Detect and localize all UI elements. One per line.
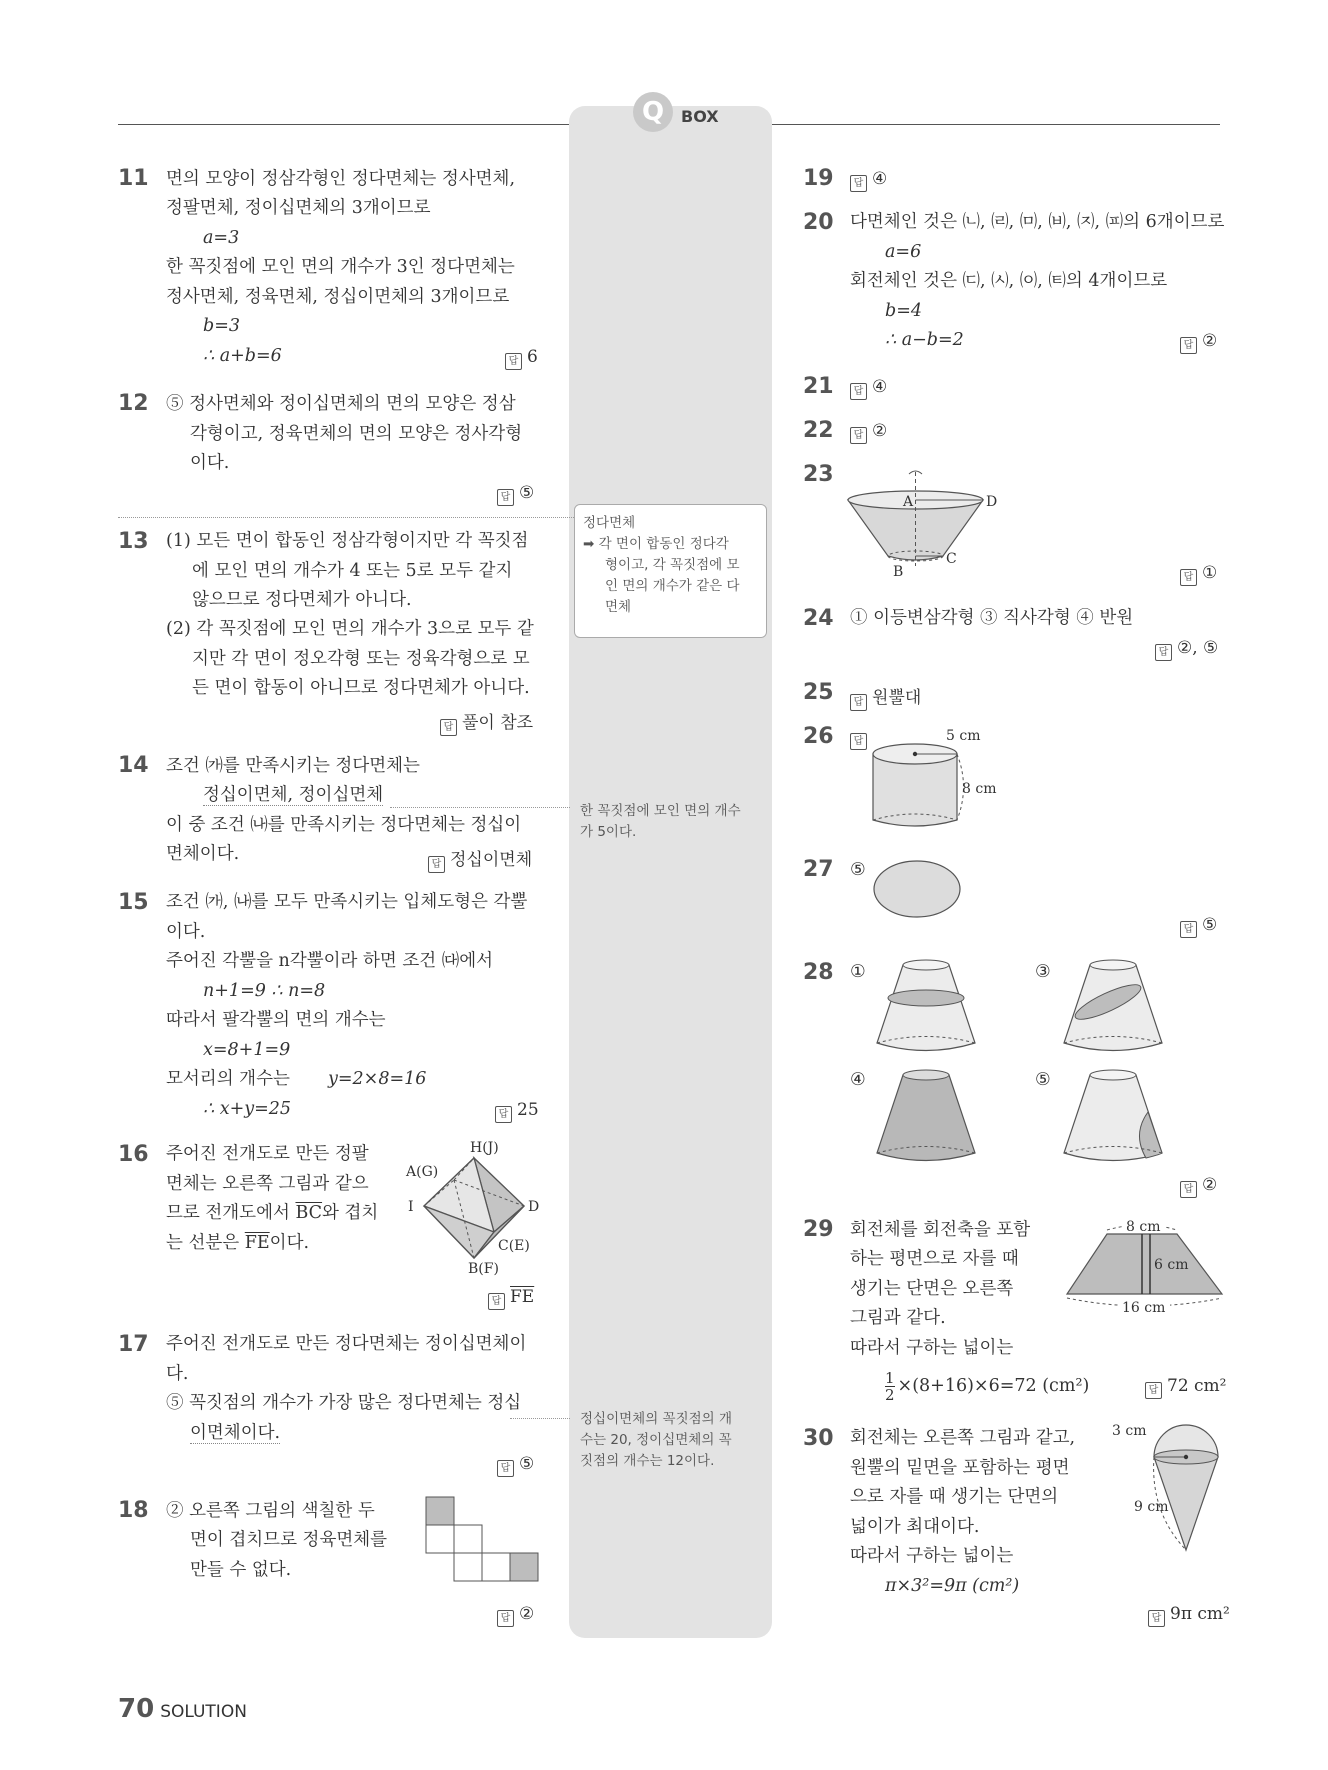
problem-number: 18: [118, 1498, 149, 1523]
q-logo: Q: [633, 92, 673, 132]
answer: 답 ②: [850, 421, 887, 444]
solution-line: 회전체를 회전축을 포함: [850, 1220, 1031, 1240]
solution-line: 면의 모양이 정삼각형인 정다면체는 정사면체,: [166, 169, 516, 189]
solution-line: 생기는 단면은 오른쪽: [850, 1279, 1014, 1299]
solution-line: 원뿔의 밑면을 포함하는 평면: [850, 1458, 1070, 1478]
solution-line: ⑤ 정사면체와 정이십면체의 면의 모양은 정삼: [166, 394, 516, 414]
solution-line: b=3: [203, 316, 240, 336]
answer: 답 72 cm²: [1145, 1376, 1227, 1399]
problem-number: 15: [118, 890, 149, 915]
solution-line: π×3²=9π (cm²): [885, 1576, 1020, 1596]
note-leader: [510, 1418, 570, 1419]
problem-number: 27: [803, 857, 834, 882]
answer: 답 ②: [1180, 331, 1217, 354]
answer-icon: 답: [850, 694, 867, 711]
answer-icon: 답: [1155, 644, 1172, 661]
solution-line: a=3: [203, 228, 240, 248]
dimension-label: 3 cm: [1112, 1423, 1147, 1439]
answer: 답 ②: [1180, 1175, 1217, 1198]
problem-number: 21: [803, 374, 834, 399]
choice-label: ⑤: [1035, 1070, 1051, 1090]
frustum-section-1: [875, 958, 980, 1060]
solution-line: 이다.: [190, 453, 230, 473]
choice-label: ①: [850, 962, 866, 982]
note-line: 면체: [605, 599, 632, 615]
solution-line: 회전체는 오른쪽 그림과 같고,: [850, 1428, 1076, 1448]
note-leader: [118, 517, 574, 518]
answer: 답 ⑤: [497, 483, 534, 506]
solution-line: 한 꼭짓점에 모인 면의 개수가 3인 정다면체는: [166, 257, 515, 277]
dimension-label: 5 cm: [946, 728, 981, 744]
answer-icon: 답: [428, 856, 445, 873]
note-line: ➡ 각 면이 합동인 정다각: [583, 536, 729, 552]
solution-line: 넓이가 최대이다.: [850, 1517, 980, 1537]
solution-line: ∴ a−b=2: [885, 330, 964, 350]
vertex-label: D: [528, 1199, 540, 1215]
dimension-label: 16 cm: [1122, 1300, 1166, 1316]
answer: 답 ④: [850, 377, 887, 400]
solution-line: y=2×8=16: [328, 1069, 427, 1089]
answer: 답 풀이 참조: [440, 708, 533, 736]
solution-line: 정사면체, 정육면체, 정십이면체의 3개이므로: [166, 287, 510, 307]
footer-label: SOLUTION: [160, 1702, 247, 1722]
ellipse-figure: [873, 860, 963, 920]
answer: 답 $\overline{FE}$: [488, 1287, 534, 1310]
vertex-label: B(F): [468, 1261, 499, 1277]
problem-number: 12: [118, 391, 149, 416]
solution-line: 이면체이다.: [190, 1423, 281, 1443]
choice-label: ④: [850, 1070, 866, 1090]
solution-line: 주어진 전개도로 만든 정다면체는 정이십면체이: [166, 1334, 527, 1354]
solution-line: ∴ a+b=6: [203, 346, 282, 366]
vertex-label: B: [893, 564, 904, 580]
note-title: 정다면체: [583, 515, 636, 531]
solution-line: ∴ x+y=25: [203, 1099, 292, 1119]
choice-label: ⑤: [850, 860, 866, 880]
solution-line: 하는 평면으로 자를 때: [850, 1249, 1019, 1269]
solution-line: 이 중 조건 ㈏를 만족시키는 정다면체는 정십이: [166, 815, 522, 835]
answer: [850, 727, 872, 750]
problem-number: 28: [803, 960, 834, 985]
solution-line: b=4: [885, 301, 922, 321]
answer: 답 6: [505, 347, 538, 370]
solution-line: 으로 자를 때 생기는 단면의: [850, 1487, 1059, 1507]
solution-line: 면체는 오른쪽 그림과 같으: [166, 1174, 369, 1194]
vertex-label: A(G): [406, 1164, 439, 1180]
note-line: 한 꼭짓점에 모인 면의 개수: [580, 803, 741, 819]
answer: 답 25: [495, 1100, 539, 1123]
solution-line: ① 이등변삼각형 ③ 직사각형 ④ 반원: [850, 608, 1134, 628]
frustum-section-3: [1062, 958, 1167, 1060]
note-line: 가 5이다.: [580, 824, 637, 840]
solution-line: 므로 전개도에서 $\overline{BC}$와 겹치: [166, 1203, 379, 1223]
cylinder-figure: [870, 722, 1010, 834]
choice-label: ③: [1035, 962, 1051, 982]
problem-number: 17: [118, 1332, 149, 1357]
area-formula: $\frac{1}{2}$ ×(8+16)×6=72 (cm²): [885, 1369, 1090, 1404]
note-line: 짓점의 개수는 12이다.: [580, 1453, 715, 1469]
problem-number: 20: [803, 210, 834, 235]
octahedron-figure: [406, 1140, 540, 1277]
solution-line: 각형이고, 정육면체의 면의 모양은 정사각형: [190, 424, 523, 444]
solution-line: 회전체인 것은 ㈂, ㈆, ㈇, ㈋의 4개이므로: [850, 271, 1168, 291]
solution-line: 주어진 전개도로 만든 정팔: [166, 1144, 369, 1164]
answer: 답 ②, ⑤: [1155, 638, 1218, 661]
solution-line: 않으므로 정다면체가 아니다.: [192, 590, 412, 610]
answer-icon: 답: [850, 175, 867, 192]
problem-number: 24: [803, 606, 834, 631]
frustum-section-5: [1062, 1068, 1167, 1170]
solution-line: 조건 ㈎, ㈏를 모두 만족시키는 입체도형은 각뿔: [166, 892, 528, 912]
problem-number: 11: [118, 166, 149, 191]
highlighted-term: 정십이면체, 정이십면체: [203, 785, 384, 805]
note-line: 정십이면체의 꼭짓점의 개: [580, 1411, 733, 1427]
solution-line: 다.: [166, 1364, 189, 1384]
problem-number: 25: [803, 680, 834, 705]
answer-icon: 답: [1180, 1181, 1197, 1198]
solution-line: n+1=9 ∴ n=8: [203, 981, 326, 1001]
solution-line: ⑤ 꼭짓점의 개수가 가장 많은 정다면체는 정십: [166, 1393, 522, 1413]
dimension-label: 6 cm: [1154, 1257, 1189, 1273]
solution-line: x=8+1=9: [203, 1040, 291, 1060]
answer: 답 ①: [1180, 563, 1217, 586]
solution-line: 에 모인 면의 개수가 4 또는 5로 모두 같지: [192, 561, 513, 581]
solution-line: 만들 수 없다.: [190, 1560, 292, 1580]
solution-line: ② 오른쪽 그림의 색칠한 두: [166, 1501, 375, 1521]
answer-icon: 답: [1180, 921, 1197, 938]
answer-icon: 답: [497, 489, 514, 506]
solution-line: 다면체인 것은 ㈁, ㈃, ㈄, ㈅, ㈈, ㈌의 6개이므로: [850, 212, 1225, 232]
answer-icon: 답: [850, 427, 867, 444]
dimension-label: 9 cm: [1134, 1499, 1169, 1515]
vertex-label: I: [408, 1199, 414, 1215]
solution-line: 따라서 구하는 넓이는: [850, 1338, 1014, 1358]
answer-icon: 답: [1180, 569, 1197, 586]
answer-icon: 답: [505, 353, 522, 370]
page-number: 70: [118, 1694, 155, 1724]
solution-line: 이다.: [166, 922, 206, 942]
cone-hemisphere-figure: [1110, 1422, 1230, 1552]
problem-number: 19: [803, 166, 834, 191]
solution-line: 정팔면체, 정이십면체의 3개이므로: [166, 198, 431, 218]
answer-icon: 답: [850, 383, 867, 400]
answer-icon: 답: [1145, 1382, 1162, 1399]
solution-line: 든 면이 합동이 아니므로 정다면체가 아니다.: [192, 678, 530, 698]
solution-line: 따라서 구하는 넓이는: [850, 1546, 1014, 1566]
solution-line: [203, 781, 383, 811]
answer-icon: 답: [1180, 337, 1197, 354]
solution-line: 면이 겹치므로 정육면체를: [190, 1530, 388, 1550]
note-line: 수는 20, 정이십면체의 꼭: [580, 1432, 732, 1448]
page-footer: [118, 1694, 247, 1724]
answer-icon: 답: [440, 719, 457, 736]
solution-line: 모서리의 개수는: [166, 1069, 290, 1089]
solution-line: 조건 ㈎를 만족시키는 정다면체는: [166, 756, 420, 776]
solution-line: a=6: [885, 242, 922, 262]
answer: 답 원뿔대: [850, 683, 921, 711]
dimension-label: 8 cm: [962, 781, 997, 797]
solution-line: (1) 모든 면이 합동인 정삼각형이지만 각 꼭짓점: [166, 531, 529, 551]
vertex-label: A: [903, 494, 914, 510]
answer: 답 9π cm²: [1148, 1604, 1230, 1627]
vertex-label: C: [946, 551, 957, 567]
answer-icon: 답: [497, 1610, 514, 1627]
solution-line: (2) 각 꼭짓점에 모인 면의 개수가 3으로 모두 같: [166, 619, 534, 639]
problem-number: 23: [803, 462, 834, 487]
solution-line: 는 선분은 $\overline{FE}$이다.: [166, 1233, 310, 1253]
frustum-figure: [848, 462, 1008, 582]
solution-line: 면체이다.: [166, 844, 240, 864]
vertex-label: C(E): [498, 1238, 530, 1254]
problem-number: 16: [118, 1142, 149, 1167]
problem-number: 30: [803, 1426, 834, 1451]
problem-number: 14: [118, 753, 149, 778]
frustum-section-4: [875, 1068, 980, 1170]
solution-line: 그림과 같다.: [850, 1308, 946, 1328]
trapezoid-figure: [1064, 1218, 1224, 1314]
note-line: 인 면의 개수가 같은 다: [605, 578, 740, 594]
problem-number: 26: [803, 724, 834, 749]
note-leader: [390, 807, 570, 808]
problem-number: 13: [118, 529, 149, 554]
qbox-label: BOX: [681, 107, 719, 126]
answer: 답 ④: [850, 169, 887, 192]
vertex-label: D: [986, 494, 998, 510]
vertex-label: H(J): [470, 1140, 499, 1156]
note-line: 형이고, 각 꼭짓점에 모: [605, 557, 740, 573]
answer-icon: 답: [488, 1293, 505, 1310]
solution-line: 따라서 팔각뿔의 면의 개수는: [166, 1010, 386, 1030]
dimension-label: 8 cm: [1126, 1219, 1161, 1235]
answer: 답 ②: [497, 1604, 534, 1627]
problem-number: 22: [803, 418, 834, 443]
answer-icon: 답: [850, 733, 867, 750]
answer: 답 ⑤: [1180, 915, 1217, 938]
answer: 답 정십이면체: [428, 845, 532, 873]
answer: 답 ⑤: [497, 1454, 534, 1477]
solution-line: 주어진 각뿔을 n각뿔이라 하면 조건 ㈐에서: [166, 951, 494, 971]
cube-net-figure: [426, 1497, 540, 1583]
solution-line: 지만 각 면이 정오각형 또는 정육각형으로 모: [192, 649, 530, 669]
answer-icon: 답: [495, 1106, 512, 1123]
problem-number: 29: [803, 1217, 834, 1242]
answer-icon: 답: [1148, 1610, 1165, 1627]
answer-icon: 답: [497, 1460, 514, 1477]
